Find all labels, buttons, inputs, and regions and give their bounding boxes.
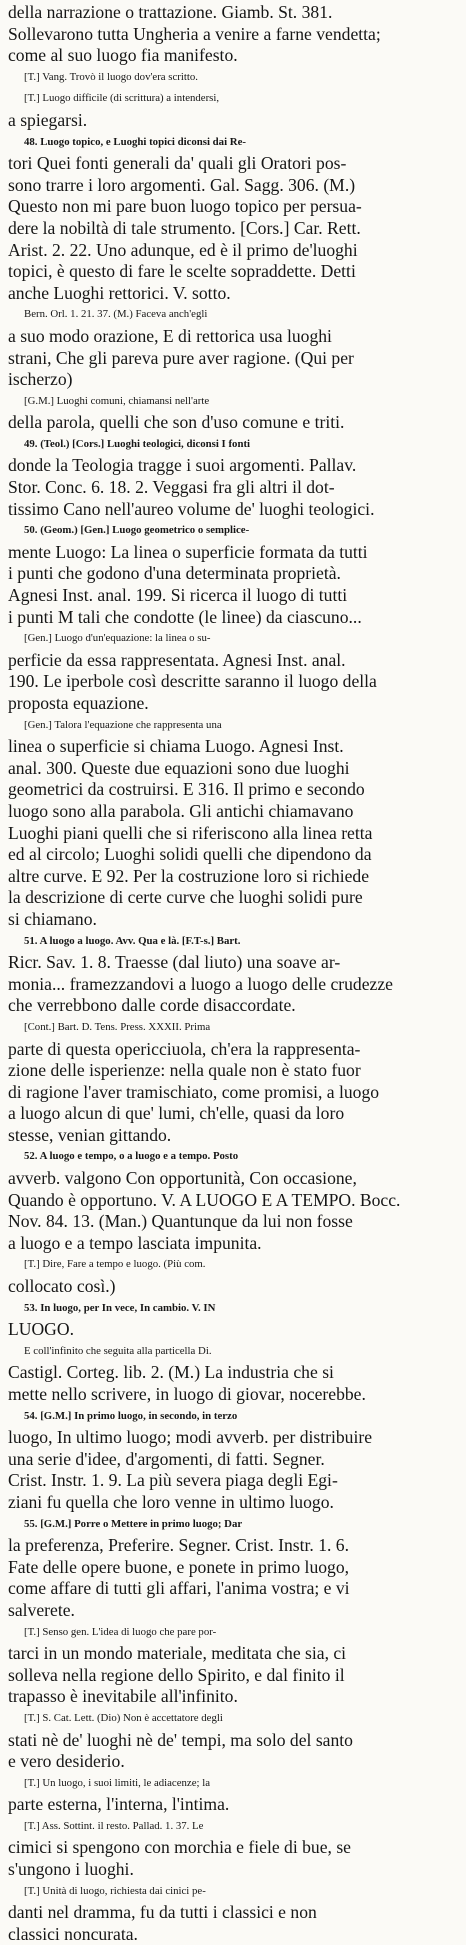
text-line: donde la Teologia tragge i suoi argomenti. Pallav. bbox=[8, 455, 357, 476]
text-line: una serie d'idee, d'argomenti, di fatti. Segner. bbox=[8, 1448, 325, 1469]
text-line: Bern. Orl. 1. 21. 37. (M.) Faceva anch'egli bbox=[24, 308, 208, 321]
text-line: Castigl. Corteg. lib. 2. (M.) La industria che si bbox=[8, 1362, 334, 1383]
text-line: tarci in un mondo materiale, meditata che sia, ci bbox=[8, 1643, 347, 1664]
text-line: [Cont.] Bart. D. Tens. Press. XXXII. Prima bbox=[24, 1020, 211, 1033]
text-line: [Gen.] Luogo d'un'equazione: la linea o su- bbox=[24, 632, 211, 645]
text-line: danti nel dramma, fu da tutti i classici e non bbox=[8, 1902, 317, 1923]
text-line: zione delle isperienze: nella quale non è stato fuor bbox=[8, 1060, 361, 1081]
text-line: 55. [G.M.] Porre o Mettere in primo luogo; Dar bbox=[24, 1517, 243, 1530]
text-line: cimici si spengono con morchia e fiele di bue, se bbox=[8, 1837, 351, 1858]
text-line: salverete. bbox=[8, 1599, 75, 1620]
text-line: mette nello scrivere, in luogo di giovar, nocerebbe. bbox=[8, 1384, 366, 1404]
text-line: [Gen.] Talora l'equazione che rappresenta una bbox=[24, 718, 222, 731]
text-line: E coll'infinito che seguita alla particella Di. bbox=[24, 1344, 212, 1357]
text-line: [T.] Un luogo, i suoi limiti, le adiacenze; la bbox=[24, 1776, 210, 1789]
text-line: [T.] Luogo difficile (di scrittura) a intendersi, bbox=[24, 92, 220, 105]
text-line: luogo sono alla parabola. Gli antichi chiamavano bbox=[8, 800, 354, 821]
text-line: tissimo Cano nell'aureo volume de' luoghi teologici. bbox=[8, 498, 375, 519]
text-line: 51. A luogo a luogo. Avv. Qua e là. [F.T-s.] Bart. bbox=[24, 934, 241, 947]
text-line: stesse, venian gittando. bbox=[8, 1124, 172, 1145]
text-line: geometrici da costruirsi. E 316. Il primo e secondo bbox=[8, 779, 365, 800]
text-line: come affare di tutti gli affari, l'anima vostra; e vi bbox=[8, 1578, 350, 1599]
text-line: s'ungono i luoghi. bbox=[8, 1859, 134, 1880]
text-line: [T.] S. Cat. Lett. (Dio) Non è accettatore degli bbox=[24, 1711, 223, 1724]
text-line: della parola, quelli che son d'uso comune e triti. bbox=[8, 412, 345, 433]
text-line: a luogo e a tempo lasciata impunita. bbox=[8, 1232, 262, 1253]
text-line: trapasso è inevitabile all'infinito. bbox=[8, 1686, 238, 1707]
text-line: a luogo alcun di que' lumi, ch'elle, quasi da loro bbox=[8, 1103, 345, 1124]
text-line: anche Luoghi rettorici. V. sotto. bbox=[8, 282, 231, 303]
text-line: 52. A luogo e tempo, o a luogo e a tempo. Posto bbox=[24, 1150, 239, 1163]
text-line: che verrebbono dalle corde disaccordate. bbox=[8, 995, 296, 1016]
text-line: mente Luogo: La linea o superficie formata da tutti bbox=[8, 541, 368, 562]
dictionary-column bbox=[8, 2, 458, 1945]
text-line: 50. (Geom.) [Gen.] Luogo geometrico o semplice- bbox=[24, 524, 250, 537]
text-line: dere la nobiltà di tale strumento. [Cors.] Car. Rett. bbox=[8, 217, 361, 238]
text-line: tori Quei fonti generali da' quali gli Oratori pos- bbox=[8, 153, 347, 174]
text-line: Quando è opportuno. V. A LUOGO E A TEMPO. Bocc. bbox=[8, 1189, 401, 1210]
text-line: e vero desiderio. bbox=[8, 1751, 125, 1772]
text-line: sono trarre i loro argomenti. Gal. Sagg. 306. (M.) bbox=[8, 174, 356, 195]
text-line: la preferenza, Preferire. Segner. Crist. Instr. 1. 6. bbox=[8, 1535, 349, 1556]
text-line: linea o superficie si chiama Luogo. Agnesi Inst. bbox=[8, 736, 344, 757]
text-line: strani, Che gli pareva pure aver ragione. (Qui per bbox=[8, 347, 354, 368]
text-line: parte di questa opericciuola, ch'era la rappresenta- bbox=[8, 1038, 361, 1059]
text-line: 54. [G.M.] In primo luogo, in secondo, in terzo bbox=[24, 1409, 238, 1422]
text-line: Questo non mi pare buon luogo topico per persua- bbox=[8, 196, 362, 217]
text-line: Fate delle opere buone, e ponete in primo luogo, bbox=[8, 1556, 350, 1577]
text-line: ed al circolo; Luoghi solidi quelli che dipendono da bbox=[8, 844, 372, 865]
text-line: Ricr. Sav. 1. 8. Traesse (dal liuto) una soave ar- bbox=[8, 952, 341, 973]
text-line: Crist. Instr. 1. 9. La più severa piaga degli Egi- bbox=[8, 1470, 338, 1491]
text-line: [T.] Dire, Fare a tempo e luogo. (Più com. bbox=[24, 1258, 206, 1271]
text-line: ziani fu quella che loro venne in ultimo luogo. bbox=[8, 1491, 334, 1512]
text-line: LUOGO. bbox=[8, 1319, 74, 1340]
text-line: la descrizione di certe curve che luoghi solidi pure bbox=[8, 887, 363, 908]
text-line: Luoghi piani quelli che si riferiscono alla linea retta bbox=[8, 822, 373, 843]
text-line: a suo modo orazione, E di rettorica usa luoghi bbox=[8, 325, 332, 346]
text-line: come al suo luogo fia manifesto. bbox=[8, 45, 238, 66]
text-line: si chiamano. bbox=[8, 908, 97, 929]
text-line: Agnesi Inst. anal. 199. Si ricerca il luogo di tutti bbox=[8, 585, 348, 606]
text-line: 49. (Teol.) [Cors.] Luoghi teologici, diconsi I fonti bbox=[24, 437, 251, 450]
text-line: a spiegarsi. bbox=[8, 109, 88, 130]
text-line: perficie da essa rappresentata. Agnesi Inst. anal. bbox=[8, 649, 346, 670]
text-line: collocato così.) bbox=[8, 1276, 116, 1297]
text-line: [T.] Ass. Sottint. il resto. Pallad. 1. 37. Le bbox=[24, 1819, 204, 1832]
text-line: [T.] Unità di luogo, richiesta dai cinici pe- bbox=[24, 1884, 206, 1897]
text-line: Nov. 84. 13. (Man.) Quantunque da lui non fosse bbox=[8, 1211, 353, 1232]
text-line: Arist. 2. 22. Uno adunque, ed è il primo de'luoghi bbox=[8, 239, 358, 260]
text-line: Sollevarono tutta Ungheria a venire a farne vendetta; bbox=[8, 23, 381, 44]
text-line: della narrazione o trattazione. Giamb. St. 381. bbox=[8, 2, 333, 22]
text-line: solleva nella regione dello Spirito, e dal finito il bbox=[8, 1664, 345, 1685]
text-line: avverb. valgono Con opportunità, Con occasione, bbox=[8, 1168, 357, 1189]
text-line: [T.] Senso gen. L'idea di luogo che pare por- bbox=[24, 1625, 217, 1638]
text-line: ischerzo) bbox=[8, 369, 73, 390]
text-line: 53. In luogo, per In vece, In cambio. V. IN bbox=[24, 1301, 216, 1314]
text-line: parte esterna, l'interna, l'intima. bbox=[8, 1794, 230, 1815]
text-line: [T.] Vang. Trovò il luogo dov'era scritto. bbox=[24, 70, 198, 83]
text-line: monia... framezzandovi a luogo a luogo delle crudezze bbox=[8, 973, 393, 994]
text-line: altre curve. E 92. Per la costruzione loro si richiede bbox=[8, 865, 370, 886]
text-line: [G.M.] Luoghi comuni, chiamansi nell'arte bbox=[24, 394, 210, 407]
text-line: 190. Le iperbole così descritte saranno il luogo della bbox=[8, 671, 377, 692]
text-line: anal. 300. Queste due equazioni sono due luoghi bbox=[8, 757, 350, 778]
text-line: proposta equazione. bbox=[8, 693, 149, 713]
text-line: 48. Luogo topico, e Luoghi topici diconsi dai Re- bbox=[24, 135, 246, 148]
text-line: stati nè de' luoghi nè de' tempi, ma solo del santo bbox=[8, 1729, 353, 1750]
text-line: Stor. Conc. 6. 18. 2. Veggasi fra gli altri il dot- bbox=[8, 477, 335, 498]
text-line: i punti M tali che condotte (le linee) da ciascuno... bbox=[8, 606, 362, 627]
text-line: i punti che godono d'una determinata proprietà. bbox=[8, 563, 341, 584]
text-line: di ragione l'aver tramischiato, come promisi, a luogo bbox=[8, 1081, 380, 1102]
text-line: classici noncurata. bbox=[8, 1923, 138, 1944]
text-line: luogo, In ultimo luogo; modi avverb. per distribuire bbox=[8, 1427, 373, 1448]
text-line: topici, è questo di fare le scelte sopraddette. Detti bbox=[8, 261, 356, 282]
